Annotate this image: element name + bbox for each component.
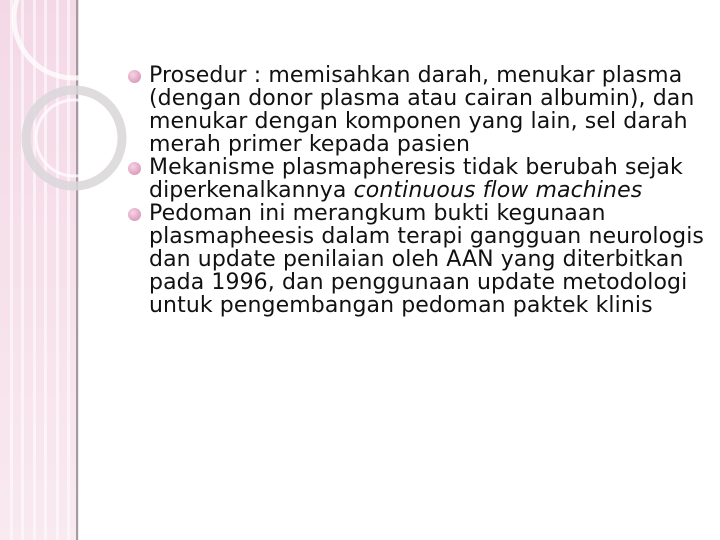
deco-ring-gray [26,90,122,186]
bullet-text: Pedoman ini merangkum bukti kegunaan plasmapheesis dalam terapi gangguan neurologis dan update penilaian oleh AAN yang diterbitkan pada 1996, dan penggunaan update metodologi untuk pengembangan pedoman paktek klinis [149,201,704,318]
deco-ring-inner [36,100,112,176]
bullet-dot-icon [128,162,141,175]
bullet-item-prosedur [128,64,708,156]
bullet-text: Mekanisme plasmapheresis tidak berubah sejak diperkenalkannya [149,155,683,203]
bullet-dot-icon [128,208,141,221]
bullet-dot-icon [128,70,141,83]
bullet-text: Prosedur : memisahkan darah, menukar plasma (dengan donor plasma atau cairan albumin), dan menukar dengan komponen yang lain, sel darah merah primer kepada pasien [149,63,695,157]
bullet-item-pedoman [128,202,708,317]
bullet-italic-term: continuous flow machines [353,178,643,203]
bullet-item-mekanisme [128,156,708,202]
bullet-list [128,64,708,317]
deco-ring-large [14,0,134,78]
